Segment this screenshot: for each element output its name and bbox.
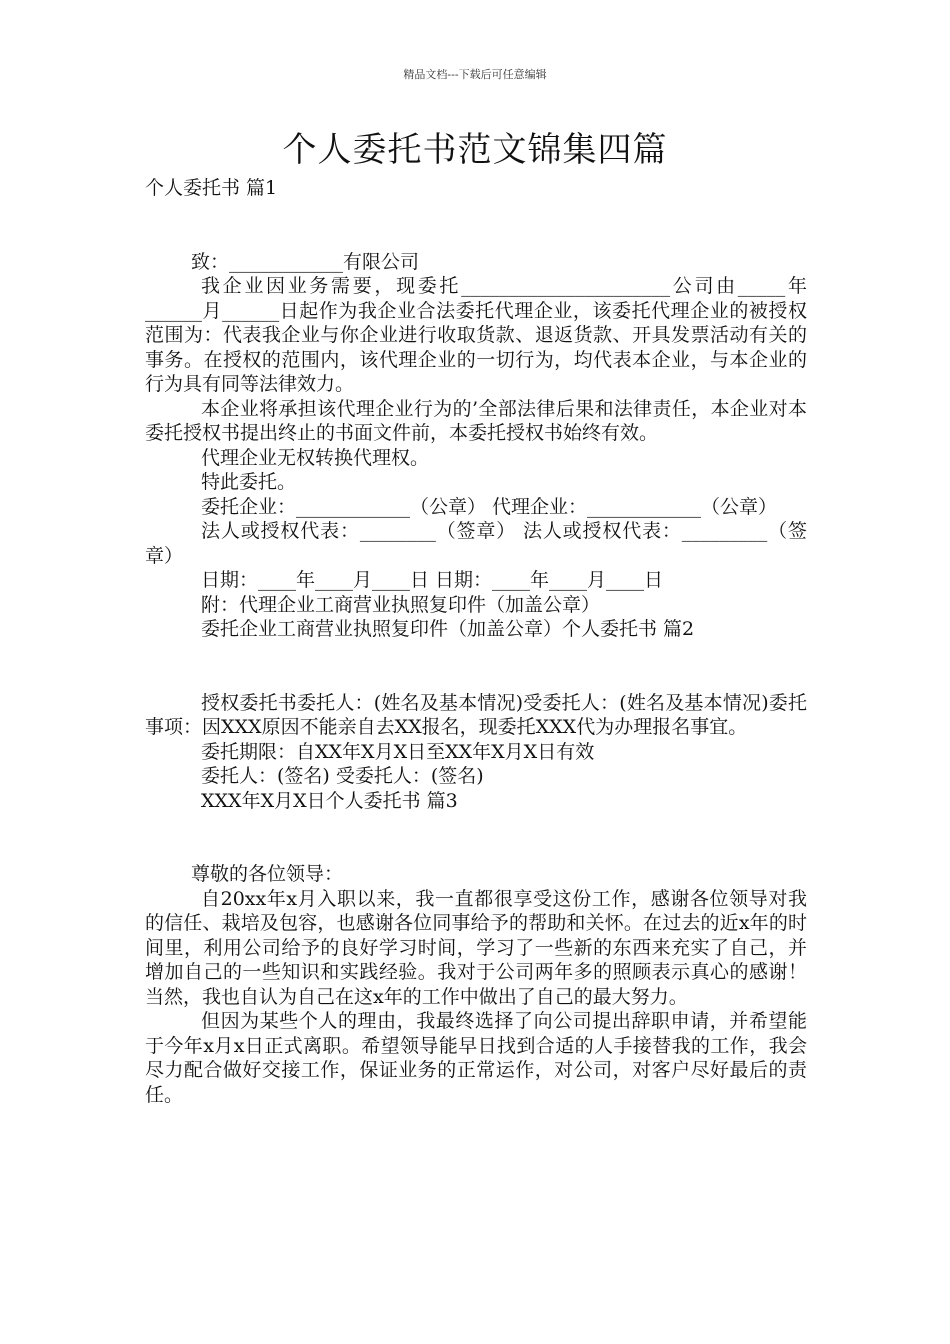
signature-line: 法人或授权代表：________（签章） 法人或授权代表：_________（签章） [145, 520, 807, 567]
paragraph: XXX年X月X日个人委托书 篇3 [201, 789, 458, 812]
paragraph: 但因为某些个人的理由，我最终选择了向公司提出辞职申请，并希望能于今年x月x日正式离职。希望领导能早日找到合适的人手接替我的工作，我会尽力配合做好交接工作，保证业务的正常运作，对公司，对客户尽好最后的责任。 [145, 1010, 807, 1106]
paragraph: 代理企业无权转换代理权。 [201, 446, 430, 469]
document-body [145, 176, 807, 1107]
attachment-line: 附：代理企业工商营业执照复印件（加盖公章） [201, 593, 601, 616]
greeting: 尊敬的各位领导： [191, 863, 344, 885]
paragraph: 授权委托书委托人：(姓名及基本情况)受委托人：(姓名及基本情况)委托事项：因XXX原因不能亲自去XX报名，现委托XXX代为办理报名事宜。 [145, 691, 807, 738]
addressee-line: 致：____________有限公司 [191, 250, 420, 273]
signature-line: 委托企业：____________（公章） 代理企业：____________（公章） [201, 495, 778, 518]
spacer [145, 813, 807, 862]
date-line: 日期：____年____月____日 日期：____年____月____日 [201, 569, 664, 591]
paragraph: 特此委托。 [201, 471, 297, 493]
paragraph: 委托期限：自XX年X月X日至XX年X月X日有效 [201, 740, 595, 763]
document-title: 个人委托书范文锦集四篇 [282, 130, 668, 170]
spacer [145, 201, 807, 250]
page-header: 精品文档---下载后可任意编辑 [403, 68, 547, 81]
paragraph: 委托人：(签名) 受委托人：(签名) [201, 765, 484, 787]
paragraph: 自20xx年x月入职以来，我一直都很享受这份工作，感谢各位领导对我的信任、栽培及包容，也感谢各位同事给予的帮助和关怀。在过去的近x年的时间里，利用公司给予的良好学习时间，学习了一些新的东西来充实了自己，并增加自己的一些知识和实践经验。我对于公司两年多的照顾表示真心的感谢！当然，我也自认为自己在这x年的工作中做出了自己的最大努力。 [145, 887, 807, 1008]
paragraph: 本企业将承担该代理企业行为的’全部法律后果和法律责任，本企业对本委托授权书提出终止的书面文件前，本委托授权书始终有效。 [145, 397, 807, 444]
spacer [145, 642, 807, 691]
attachment-line: 委托企业工商营业执照复印件（加盖公章）个人委托书 篇2 [201, 618, 695, 640]
section-heading: 个人委托书 篇1 [145, 177, 278, 199]
paragraph: 我企业因业务需要，现委托______________________公司由_____年______月______日起作为我企业合法委托代理企业，该委托代理企业的被授权范围为：代表我企业与你企业进行收取货款、退返货款、开具发票活动有关的事务。在授权的范围内，该代理企业的一切行为，均代表本企业，与本企业的行为具有同等法律效力。 [145, 275, 807, 395]
